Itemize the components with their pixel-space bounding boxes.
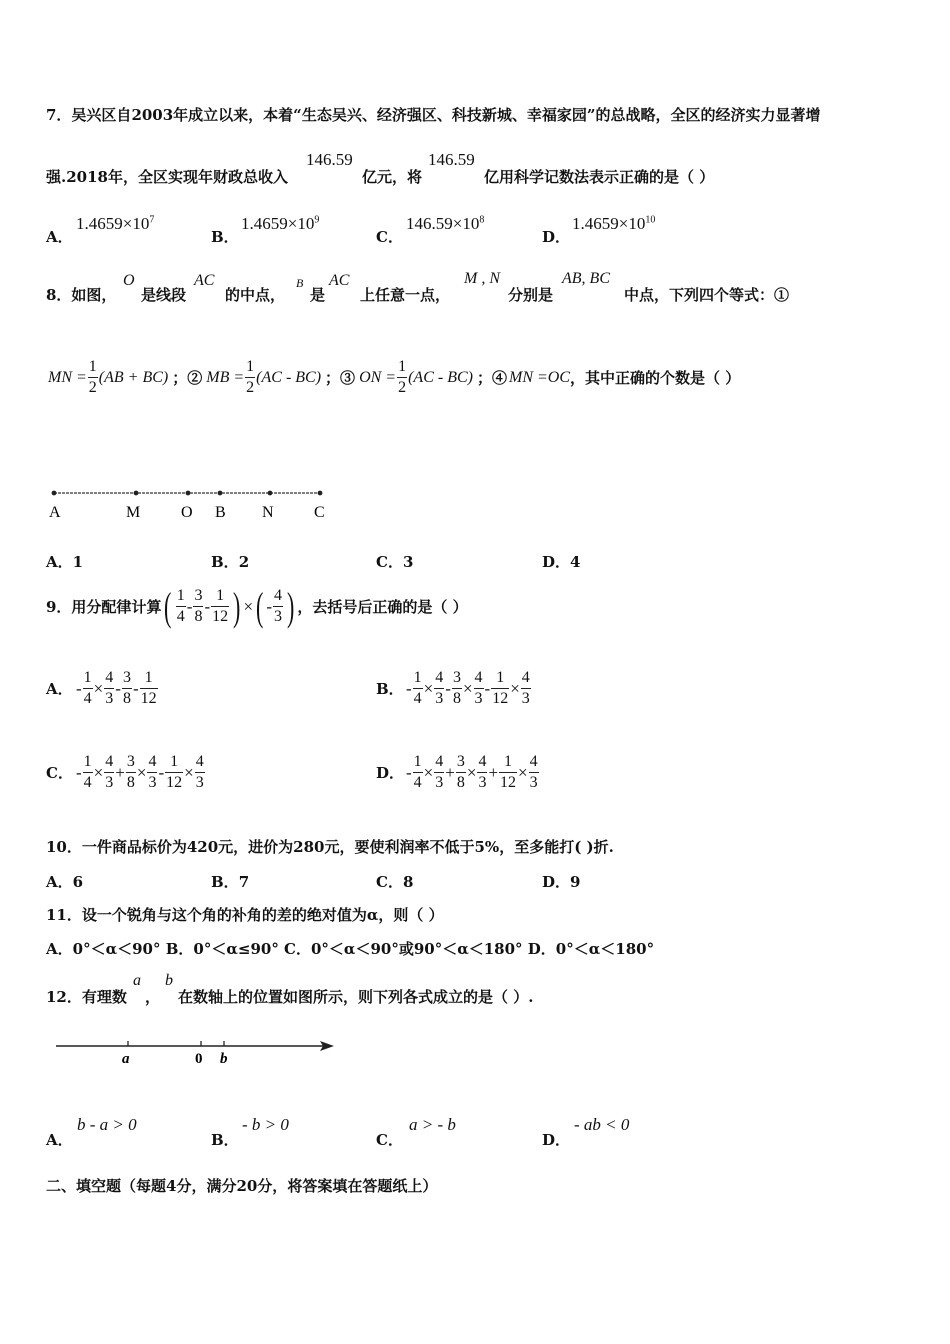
q8-label-c: C: [314, 504, 325, 521]
section-2-heading: 二、填空题（每题4分，满分20分，将答案填在答题纸上）: [46, 1177, 438, 1195]
q7-line1: 7．吴兴区自2003年成立以来，本着“生态吴兴、经济强区、科技新城、幸福家园”的总战略，全区的经济实力显著增: [46, 106, 821, 124]
q10-option-a: A．6: [46, 873, 84, 891]
q12-option-c-expr: a > - b: [409, 1115, 456, 1134]
q12-axis-label-a: a: [122, 1051, 130, 1067]
q12-option-a-label: A．: [46, 1131, 73, 1149]
q8-eq3-half: $\frac{1}{2}$: [398, 358, 407, 396]
q7-option-b-value: $1.4659\times 10^9$: [241, 214, 320, 233]
q8-point-a: [52, 491, 57, 496]
q12-var-a: a: [133, 972, 141, 989]
q9-stem: 9．用分配律计算 ( $\frac{1}{4}$ - $\frac{3}{8}$ - $\frac{1}{12}$ ) × ( - $\frac{4}{3}$ ) ，去括号后正确的是（ ）: [46, 583, 468, 629]
q8-var-ab-bc: AB, BC: [562, 270, 610, 287]
q8-text-4: 是: [310, 286, 326, 304]
q8-option-a: A．1: [46, 553, 84, 571]
q7-option-d-value: $1.4659\times 10^{10}$: [572, 214, 656, 233]
q7-number: 146.59: [306, 150, 353, 169]
q9-option-b-label: B．: [376, 680, 404, 698]
q12-axis-label-0: 0: [195, 1051, 203, 1067]
q8-var-b: B: [296, 276, 304, 290]
q12-option-b-label: B．: [211, 1131, 239, 1149]
q9-option-c: C． - $\frac{1}{4}$ × $\frac{4}{3}$ + $\frac{3}{8}$ × $\frac{4}{3}$ - $\frac{1}{12}$ × $\frac{4}{3}$: [46, 753, 204, 791]
q12-text-1: 12．有理数: [46, 988, 127, 1006]
q8-eq1-lhs: MN =: [48, 368, 87, 386]
q9-option-a: A． - $\frac{1}{4}$ × $\frac{4}{3}$ - $\frac{3}{8}$ - $\frac{1}{12}$: [46, 669, 157, 707]
q8-option-c: C．3: [376, 553, 414, 571]
q8-text-3: 的中点，: [225, 286, 286, 304]
q7-option-c-value: $146.59\times 10^8$: [406, 214, 485, 233]
q12-option-a-expr: b - a > 0: [77, 1115, 137, 1134]
q9-option-a-label: A．: [46, 680, 73, 698]
q8-label-n: N: [262, 504, 274, 521]
q12-option-b-expr: - b > 0: [242, 1115, 289, 1134]
q12-var-b: b: [165, 972, 173, 989]
q9-text-2: ，去括号后正确的是（ ）: [297, 598, 468, 616]
q8-point-b: [218, 491, 223, 496]
q12-option-c-label: C．: [376, 1131, 403, 1149]
q8-sep-1: ；②: [172, 369, 203, 387]
q12-option-d-label: D．: [542, 1131, 571, 1149]
q9-paren-open: (: [164, 583, 172, 629]
q8-equations: [48, 357, 740, 398]
q10-option-b: B．7: [211, 873, 250, 891]
q8-text-6: 分别是: [508, 286, 554, 304]
q9-paren-close: ): [233, 583, 241, 629]
q10-text: 10．一件商品标价为420元，进价为280元，要使利润率不低于5%，至多能打( )折.: [46, 838, 614, 856]
q9-text-1: 9．用分配律计算: [46, 598, 162, 616]
q7-number-2: 146.59: [428, 150, 475, 169]
q8-var-mn: M , N: [464, 270, 500, 287]
q8-point-m: [134, 491, 139, 496]
q8-text-1: 8．如图，: [46, 286, 117, 304]
q8-text-5: 上任意一点，: [360, 286, 451, 304]
q8-point-o: [186, 491, 191, 496]
q9-option-b: B． - $\frac{1}{4}$ × $\frac{4}{3}$ - $\frac{3}{8}$ × $\frac{4}{3}$ - $\frac{1}{12}$ × $\frac{4}{3}$: [376, 669, 530, 707]
q10-option-c: C．8: [376, 873, 414, 891]
q12-option-d-expr: - ab < 0: [574, 1115, 630, 1134]
q8-sep-3: ；④: [476, 369, 507, 387]
q8-eq3-lhs: ON =: [359, 368, 397, 386]
q8-var-ac: AC: [194, 272, 215, 289]
q8-point-c: [318, 491, 323, 496]
q8-segment-figure: [44, 484, 344, 524]
q7-option-b-label: B．: [211, 228, 239, 246]
q10-option-d: D．9: [542, 873, 581, 891]
q12-axis-label-b: b: [220, 1051, 228, 1067]
q8-text-7: 中点，下列四个等式：①: [624, 286, 790, 304]
q7-option-c-label: C．: [376, 228, 403, 246]
q8-label-a: A: [49, 504, 61, 521]
q7-option-a-label: A．: [46, 228, 73, 246]
q8-eq2-lhs: MB =: [206, 368, 245, 386]
q9-option-d: D． - $\frac{1}{4}$ × $\frac{4}{3}$ + $\frac{3}{8}$ × $\frac{4}{3}$ + $\frac{1}{12}$ × $\frac{4}{3}$: [376, 753, 538, 791]
q8-eq1-half: $\frac{1}{2}$: [88, 358, 97, 396]
q8-var-ac-2: AC: [329, 272, 350, 289]
q8-eq1-rhs: (AB + BC): [98, 368, 169, 386]
q8-sep-2: ；③: [325, 369, 356, 387]
q8-point-n: [268, 491, 273, 496]
q8-text-2: 是线段: [141, 286, 187, 304]
q12-comma: ，: [145, 988, 161, 1006]
q8-option-d: D．4: [542, 553, 581, 571]
q7-option-d-label: D．: [542, 228, 571, 246]
q12-text-2: 在数轴上的位置如图所示，则下列各式成立的是（ ）.: [178, 988, 534, 1006]
q7-option-a-value: $1.4659\times 10^7$: [76, 214, 155, 233]
q8-eq4: MN =OC: [508, 368, 571, 386]
q8-eq2-rhs: (AC - BC): [256, 368, 322, 386]
q7-line2-b: 亿元，将: [362, 168, 423, 186]
q8-eq2-half: $\frac{1}{2}$: [246, 358, 255, 396]
q8-option-b: B．2: [211, 553, 250, 571]
q9-option-c-label: C．: [46, 764, 73, 782]
q8-label-o: O: [181, 504, 193, 521]
q12-number-line: [52, 1034, 342, 1070]
q11-options: A．0°＜α＜90° B．0°＜α≤90° C．0°＜α＜90°或90°＜α＜180° D．0°＜α＜180°: [46, 940, 655, 958]
q8-label-b: B: [215, 504, 226, 521]
q7-line2-c: 亿用科学记数法表示正确的是（ ）: [484, 168, 715, 186]
q8-text-8: ，其中正确的个数是（ ）: [570, 369, 741, 387]
q7-line2-a: 强.2018年，全区实现年财政总收入: [46, 168, 288, 186]
q8-label-m: M: [126, 504, 141, 521]
q8-var-o: O: [123, 272, 135, 289]
q9-option-d-label: D．: [376, 764, 405, 782]
q11-text: 11．设一个锐角与这个角的补角的差的绝对值为α，则（ ）: [46, 906, 444, 924]
q8-eq3-rhs: (AC - BC): [408, 368, 473, 386]
